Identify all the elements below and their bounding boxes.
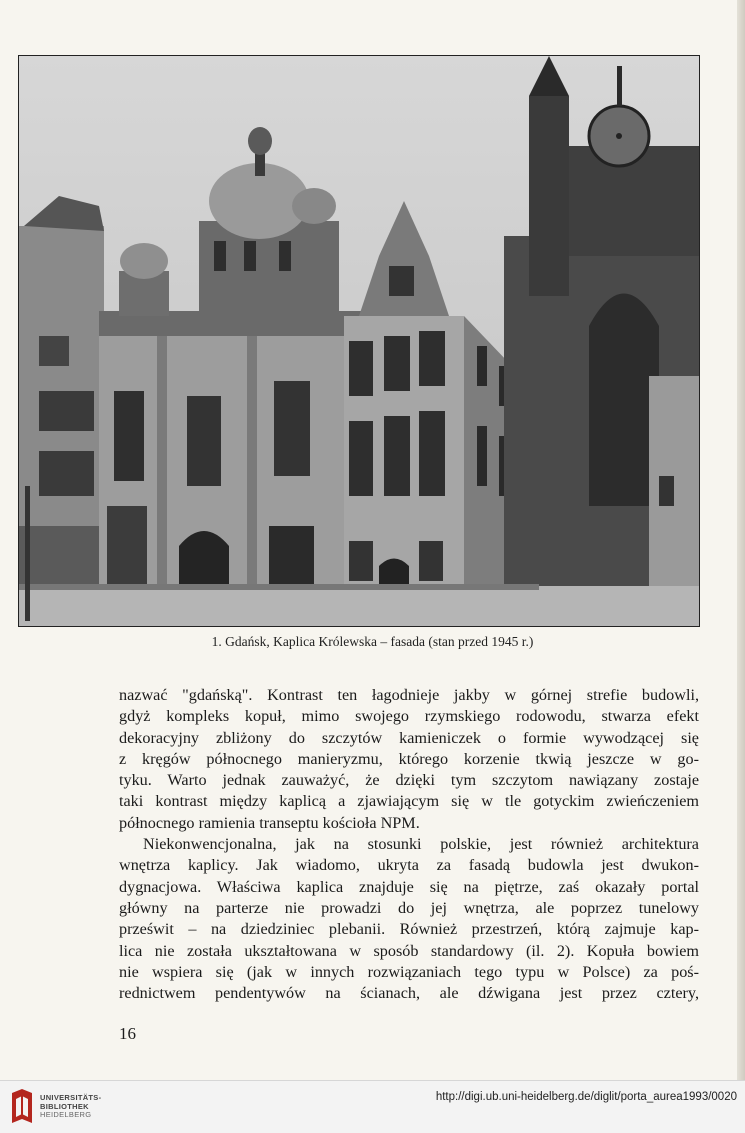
text-line: z kręgów północnego manieryzmu, którego korzenie tkwią jeszcze w go- [119,749,699,768]
logo-line: HEIDELBERG [40,1110,92,1119]
page-edge-shadow [737,0,745,1080]
text-line: prześwit – na dziedziniec plebanii. Również przestrzeń, którą zajmuje kap- [119,920,699,939]
street [19,586,699,626]
text-line: tyku. Warto jednak zauważyć, że dzięki tym szczytom nawiązany zostaje [119,771,699,790]
facade-illustration [19,56,699,626]
body-text [119,685,699,1004]
text-line: taki kontrast między kaplicą a zjawiającym się w tle gotyckim zwieńczeniem [119,792,699,811]
text-line: nie wspiera się (jak w innych rozwiązaniach tego typu w Polsce) za poś- [119,962,699,981]
text-line: rednictwem pendentywów na ścianach, ale dźwigana jest przez cztery, [119,984,699,1003]
library-footer [0,1080,745,1133]
figure-photo-royal-chapel [18,55,700,627]
text-line: główny na parterze nie prowadzi do jej wnętrza, ale poprzez tunelowy [119,898,699,917]
logo-line: BIBLIOTHEK [40,1101,89,1111]
sidewalk-curb [19,584,539,590]
lamp-post [25,486,30,621]
figure-caption: 1. Gdańsk, Kaplica Królewska – fasada (stan przed 1945 r.) [211,634,534,649]
text-line: gdyż kompleks kopuł, mimo swojego rzymskiego rodowodu, stwarza efekt [119,707,699,726]
logo-line: UNIVERSITÄTS- [40,1093,102,1102]
page-number: 16 [119,1024,136,1043]
source-url-link[interactable]: http://digi.ub.uni-heidelberg.de/diglit/porta_aurea1993/0020 [435,1091,737,1103]
left-houses [19,196,104,586]
text-line: dekoracyjny zbliżony do szczytów kamieniczek o formie wywodzącej się [119,728,699,747]
text-line: nazwać "gdańską". Kontrast ten łagodnieje jakby w górnej strefie budowli, [119,686,699,704]
text-line: Niekonwencjonalna, jak na stosunki polskie, jest również architektura [143,835,699,854]
text-line: lica nie została ukształtowana w sposób standardowy (il. 2). Kopuła bowiem [119,941,699,960]
library-logo-icon [8,1087,36,1127]
chapel-facade [99,311,369,591]
library-logo-text [40,1094,101,1120]
text-line: północnego ramienia transeptu kościoła NPM. [119,813,420,832]
gothic-window [589,294,659,507]
text-line: wnętrza kaplicy. Jak wiadomo, ukryta za fasadą budowla jest dwukon- [119,856,699,875]
text-line: dygnacjowa. Właściwa kaplica znajduje się na piętrze, zaś okazały portal [119,877,699,896]
